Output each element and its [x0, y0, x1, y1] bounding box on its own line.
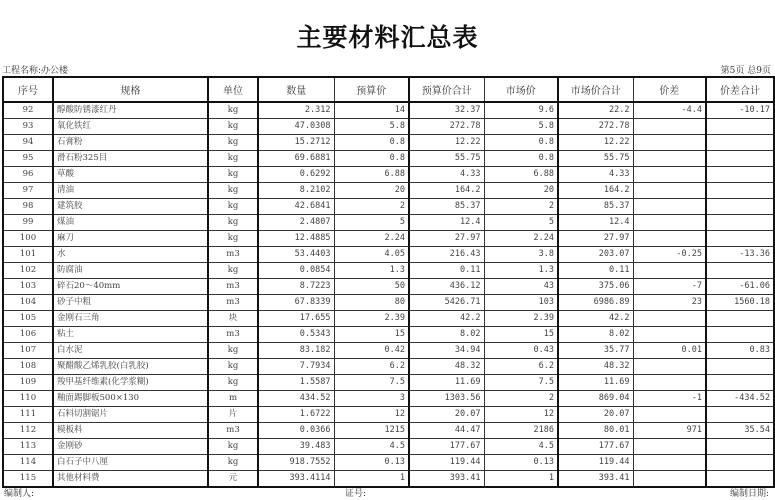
cell-index: 108 [3, 359, 53, 375]
cell-price-diff [633, 199, 706, 215]
cell-price-diff [633, 151, 706, 167]
cell-index: 113 [3, 439, 53, 455]
cell-index: 92 [3, 102, 53, 119]
cell-unit: kg [208, 455, 258, 471]
cell-diff-total: 1560.18 [706, 295, 774, 311]
cell-budget-total: 8.02 [409, 327, 484, 343]
cell-unit: m3 [208, 247, 258, 263]
cell-quantity: 0.6292 [258, 167, 334, 183]
cell-spec: 麻刀 [53, 231, 208, 247]
cell-index: 94 [3, 135, 53, 151]
table-row [3, 167, 774, 183]
cell-market-price: 0.13 [484, 455, 558, 471]
cell-budget-price: 20 [334, 183, 409, 199]
cell-market-price: 7.5 [484, 375, 558, 391]
cell-budget-price: 5.8 [334, 119, 409, 135]
cell-market-total: 80.01 [558, 423, 633, 439]
cell-diff-total [706, 151, 774, 167]
cell-budget-total: 12.22 [409, 135, 484, 151]
cell-budget-price: 12 [334, 407, 409, 423]
page-indicator: 第5页 总9页 [720, 66, 771, 76]
cell-quantity: 67.8339 [258, 295, 334, 311]
cell-diff-total [706, 407, 774, 423]
cell-budget-price: 5 [334, 215, 409, 231]
cell-budget-total: 34.94 [409, 343, 484, 359]
cell-market-total: 85.37 [558, 199, 633, 215]
cell-spec: 砂子中粗 [53, 295, 208, 311]
table-row [3, 199, 774, 215]
cell-unit: m [208, 391, 258, 407]
cell-market-total: 20.07 [558, 407, 633, 423]
cell-spec: 清油 [53, 183, 208, 199]
cell-index: 109 [3, 375, 53, 391]
cell-price-diff: -0.25 [633, 247, 706, 263]
cell-unit: 块 [208, 311, 258, 327]
cell-unit: kg [208, 439, 258, 455]
cell-index: 95 [3, 151, 53, 167]
cell-quantity: 69.6881 [258, 151, 334, 167]
cell-unit: kg [208, 199, 258, 215]
cell-market-total: 119.44 [558, 455, 633, 471]
cell-market-price: 4.5 [484, 439, 558, 455]
cell-index: 106 [3, 327, 53, 343]
cell-budget-total: 0.11 [409, 263, 484, 279]
cell-price-diff: 23 [633, 295, 706, 311]
cell-price-diff [633, 455, 706, 471]
table-row [3, 423, 774, 439]
cell-market-price: 9.6 [484, 102, 558, 119]
cell-diff-total: 35.54 [706, 423, 774, 439]
cell-quantity: 42.6841 [258, 199, 334, 215]
cell-market-price: 6.88 [484, 167, 558, 183]
cell-index: 102 [3, 263, 53, 279]
cell-diff-total: -10.17 [706, 102, 774, 119]
cell-budget-price: 7.5 [334, 375, 409, 391]
cell-index: 112 [3, 423, 53, 439]
cell-budget-price: 2.24 [334, 231, 409, 247]
cell-budget-total: 393.41 [409, 471, 484, 488]
cell-quantity: 17.655 [258, 311, 334, 327]
cell-spec: 金刚砂 [53, 439, 208, 455]
cell-index: 97 [3, 183, 53, 199]
table-row [3, 279, 774, 295]
table-row [3, 295, 774, 311]
cell-market-price: 103 [484, 295, 558, 311]
cell-market-total: 393.41 [558, 471, 633, 488]
cell-budget-price: 6.88 [334, 167, 409, 183]
cell-quantity: 8.7223 [258, 279, 334, 295]
cell-spec: 石料切割锯片 [53, 407, 208, 423]
cell-unit: kg [208, 167, 258, 183]
cell-budget-total: 1303.56 [409, 391, 484, 407]
cell-quantity: 434.52 [258, 391, 334, 407]
cell-unit: m3 [208, 295, 258, 311]
cell-market-total: 6986.89 [558, 295, 633, 311]
cell-diff-total: 0.83 [706, 343, 774, 359]
cell-quantity: 0.5343 [258, 327, 334, 343]
cell-index: 98 [3, 199, 53, 215]
cell-market-total: 48.32 [558, 359, 633, 375]
cell-budget-total: 42.2 [409, 311, 484, 327]
cell-market-price: 6.2 [484, 359, 558, 375]
table-row [3, 102, 774, 119]
cell-budget-price: 1 [334, 471, 409, 488]
cell-price-diff [633, 359, 706, 375]
table-row [3, 359, 774, 375]
cell-diff-total [706, 327, 774, 343]
table-row [3, 471, 774, 488]
cell-index: 105 [3, 311, 53, 327]
cell-quantity: 7.7934 [258, 359, 334, 375]
cell-unit: kg [208, 375, 258, 391]
cell-price-diff [633, 135, 706, 151]
cell-budget-price: 0.42 [334, 343, 409, 359]
cell-spec: 碎石20～40mm [53, 279, 208, 295]
cell-market-price: 1.3 [484, 263, 558, 279]
cell-index: 96 [3, 167, 53, 183]
cell-market-price: 5 [484, 215, 558, 231]
cell-unit: 元 [208, 471, 258, 488]
cell-budget-total: 44.47 [409, 423, 484, 439]
cell-quantity: 1.6722 [258, 407, 334, 423]
cell-market-total: 164.2 [558, 183, 633, 199]
cell-budget-price: 4.5 [334, 439, 409, 455]
cell-price-diff [633, 119, 706, 135]
cell-index: 111 [3, 407, 53, 423]
cell-budget-price: 2 [334, 199, 409, 215]
cell-budget-price: 4.05 [334, 247, 409, 263]
materials-table [2, 76, 775, 488]
table-row [3, 231, 774, 247]
footer-cert-no: 证号: [345, 489, 367, 499]
table-row [3, 343, 774, 359]
col-header-quantity: 数量 [258, 77, 334, 102]
cell-price-diff [633, 471, 706, 488]
cell-diff-total [706, 183, 774, 199]
cell-unit: m3 [208, 279, 258, 295]
cell-diff-total [706, 311, 774, 327]
cell-market-price: 43 [484, 279, 558, 295]
cell-price-diff [633, 167, 706, 183]
cell-market-total: 42.2 [558, 311, 633, 327]
cell-budget-total: 85.37 [409, 199, 484, 215]
cell-budget-total: 177.67 [409, 439, 484, 455]
cell-diff-total: -13.36 [706, 247, 774, 263]
cell-unit: kg [208, 231, 258, 247]
cell-budget-price: 3 [334, 391, 409, 407]
cell-index: 103 [3, 279, 53, 295]
cell-budget-total: 20.07 [409, 407, 484, 423]
cell-index: 114 [3, 455, 53, 471]
cell-quantity: 8.2102 [258, 183, 334, 199]
table-row [3, 151, 774, 167]
cell-unit: m3 [208, 423, 258, 439]
cell-market-price: 2186 [484, 423, 558, 439]
cell-index: 107 [3, 343, 53, 359]
cell-market-total: 869.04 [558, 391, 633, 407]
cell-market-total: 0.11 [558, 263, 633, 279]
cell-spec: 其他材料费 [53, 471, 208, 488]
cell-price-diff: -4.4 [633, 102, 706, 119]
cell-index: 99 [3, 215, 53, 231]
cell-market-total: 177.67 [558, 439, 633, 455]
cell-price-diff [633, 407, 706, 423]
table-row [3, 135, 774, 151]
cell-diff-total: -434.52 [706, 391, 774, 407]
cell-quantity: 393.4114 [258, 471, 334, 488]
cell-unit: kg [208, 343, 258, 359]
cell-price-diff [633, 439, 706, 455]
cell-market-total: 203.07 [558, 247, 633, 263]
cell-budget-total: 272.78 [409, 119, 484, 135]
cell-spec: 白水泥 [53, 343, 208, 359]
cell-unit: kg [208, 119, 258, 135]
cell-budget-price: 6.2 [334, 359, 409, 375]
cell-market-total: 4.33 [558, 167, 633, 183]
cell-quantity: 0.0854 [258, 263, 334, 279]
cell-market-total: 27.97 [558, 231, 633, 247]
cell-budget-price: 1215 [334, 423, 409, 439]
cell-budget-total: 436.12 [409, 279, 484, 295]
table-row [3, 311, 774, 327]
cell-price-diff: -7 [633, 279, 706, 295]
table-row [3, 439, 774, 455]
cell-spec: 金刚石三角 [53, 311, 208, 327]
cell-price-diff [633, 311, 706, 327]
cell-unit: kg [208, 151, 258, 167]
table-row [3, 247, 774, 263]
cell-diff-total [706, 119, 774, 135]
cell-market-total: 11.69 [558, 375, 633, 391]
col-header-market-total: 市场价合计 [558, 77, 633, 102]
cell-spec: 草酸 [53, 167, 208, 183]
cell-market-total: 12.22 [558, 135, 633, 151]
cell-price-diff [633, 327, 706, 343]
cell-index: 115 [3, 471, 53, 488]
cell-market-price: 3.8 [484, 247, 558, 263]
page-title: 主要材料汇总表 [296, 23, 479, 52]
table-row [3, 183, 774, 199]
col-header-diff-total: 价差合计 [706, 77, 774, 102]
cell-budget-total: 48.32 [409, 359, 484, 375]
table-row [3, 327, 774, 343]
cell-unit: kg [208, 359, 258, 375]
cell-diff-total [706, 375, 774, 391]
cell-unit: kg [208, 183, 258, 199]
cell-unit: kg [208, 215, 258, 231]
cell-budget-price: 0.8 [334, 151, 409, 167]
cell-budget-total: 11.69 [409, 375, 484, 391]
cell-budget-price: 50 [334, 279, 409, 295]
cell-budget-total: 5426.71 [409, 295, 484, 311]
cell-market-total: 22.2 [558, 102, 633, 119]
cell-quantity: 1.5587 [258, 375, 334, 391]
cell-budget-total: 216.43 [409, 247, 484, 263]
table-row [3, 455, 774, 471]
cell-price-diff: 971 [633, 423, 706, 439]
cell-market-total: 375.06 [558, 279, 633, 295]
cell-diff-total [706, 471, 774, 488]
cell-unit: kg [208, 135, 258, 151]
cell-market-price: 2 [484, 199, 558, 215]
cell-unit: 片 [208, 407, 258, 423]
cell-spec: 滑石粉325目 [53, 151, 208, 167]
cell-budget-price: 15 [334, 327, 409, 343]
cell-price-diff: -1 [633, 391, 706, 407]
cell-price-diff [633, 215, 706, 231]
cell-spec: 氧化铁红 [53, 119, 208, 135]
cell-market-price: 0.8 [484, 135, 558, 151]
cell-price-diff [633, 231, 706, 247]
cell-quantity: 12.4885 [258, 231, 334, 247]
cell-index: 100 [3, 231, 53, 247]
table-row [3, 407, 774, 423]
cell-quantity: 0.0366 [258, 423, 334, 439]
cell-unit: kg [208, 263, 258, 279]
cell-spec: 白石子中八厘 [53, 455, 208, 471]
cell-market-total: 272.78 [558, 119, 633, 135]
col-header-unit: 单位 [208, 77, 258, 102]
cell-diff-total: -61.06 [706, 279, 774, 295]
cell-spec: 粘土 [53, 327, 208, 343]
cell-budget-price: 2.39 [334, 311, 409, 327]
cell-diff-total [706, 135, 774, 151]
cell-spec: 煤油 [53, 215, 208, 231]
cell-price-diff [633, 183, 706, 199]
cell-unit: kg [208, 102, 258, 119]
cell-budget-price: 0.13 [334, 455, 409, 471]
cell-market-price: 2.39 [484, 311, 558, 327]
table-row [3, 215, 774, 231]
table-row [3, 391, 774, 407]
footer-preparer: 编制人: [4, 489, 35, 499]
cell-market-price: 5.8 [484, 119, 558, 135]
table-row [3, 375, 774, 391]
cell-quantity: 2.4807 [258, 215, 334, 231]
cell-quantity: 53.4403 [258, 247, 334, 263]
cell-spec: 羧甲基纤维素(化学浆糊) [53, 375, 208, 391]
cell-budget-price: 80 [334, 295, 409, 311]
table-row [3, 263, 774, 279]
cell-budget-total: 164.2 [409, 183, 484, 199]
cell-market-total: 35.77 [558, 343, 633, 359]
cell-budget-total: 4.33 [409, 167, 484, 183]
cell-budget-total: 12.4 [409, 215, 484, 231]
cell-market-price: 0.43 [484, 343, 558, 359]
cell-index: 104 [3, 295, 53, 311]
cell-price-diff [633, 263, 706, 279]
cell-spec: 模板料 [53, 423, 208, 439]
cell-index: 93 [3, 119, 53, 135]
col-header-budget-total: 预算价合计 [409, 77, 484, 102]
cell-budget-total: 55.75 [409, 151, 484, 167]
cell-spec: 建筑胶 [53, 199, 208, 215]
col-header-budget-price: 预算价 [334, 77, 409, 102]
cell-index: 110 [3, 391, 53, 407]
cell-quantity: 918.7552 [258, 455, 334, 471]
cell-diff-total [706, 231, 774, 247]
cell-quantity: 47.0308 [258, 119, 334, 135]
cell-budget-price: 0.8 [334, 135, 409, 151]
cell-diff-total [706, 215, 774, 231]
cell-price-diff [633, 375, 706, 391]
cell-market-total: 12.4 [558, 215, 633, 231]
cell-diff-total [706, 167, 774, 183]
cell-diff-total [706, 199, 774, 215]
cell-quantity: 39.483 [258, 439, 334, 455]
col-header-price-diff: 价差 [633, 77, 706, 102]
cell-market-price: 15 [484, 327, 558, 343]
cell-budget-total: 32.37 [409, 102, 484, 119]
cell-quantity: 15.2712 [258, 135, 334, 151]
cell-market-price: 12 [484, 407, 558, 423]
cell-diff-total [706, 359, 774, 375]
cell-spec: 醇酸防锈漆红丹 [53, 102, 208, 119]
cell-quantity: 83.182 [258, 343, 334, 359]
col-header-index: 序号 [3, 77, 53, 102]
table-header-row [3, 77, 774, 102]
cell-budget-total: 27.97 [409, 231, 484, 247]
project-name: 工程名称:办公楼 [2, 66, 69, 76]
cell-market-price: 2.24 [484, 231, 558, 247]
cell-budget-price: 14 [334, 102, 409, 119]
col-header-spec: 规格 [53, 77, 208, 102]
cell-index: 101 [3, 247, 53, 263]
cell-quantity: 2.312 [258, 102, 334, 119]
cell-spec: 釉面踢脚板500×130 [53, 391, 208, 407]
cell-market-price: 2 [484, 391, 558, 407]
table-row [3, 119, 774, 135]
cell-market-total: 8.02 [558, 327, 633, 343]
cell-market-total: 55.75 [558, 151, 633, 167]
cell-market-price: 1 [484, 471, 558, 488]
cell-spec: 聚醋酸乙烯乳胶(白乳胶) [53, 359, 208, 375]
cell-diff-total [706, 263, 774, 279]
col-header-market-price: 市场价 [484, 77, 558, 102]
cell-market-price: 0.8 [484, 151, 558, 167]
cell-budget-price: 1.3 [334, 263, 409, 279]
cell-diff-total [706, 455, 774, 471]
cell-spec: 防腐油 [53, 263, 208, 279]
footer-date: 编制日期: [729, 489, 769, 499]
cell-unit: m3 [208, 327, 258, 343]
cell-price-diff: 0.01 [633, 343, 706, 359]
cell-market-price: 20 [484, 183, 558, 199]
cell-budget-total: 119.44 [409, 455, 484, 471]
cell-spec: 水 [53, 247, 208, 263]
cell-diff-total [706, 439, 774, 455]
cell-spec: 石膏粉 [53, 135, 208, 151]
